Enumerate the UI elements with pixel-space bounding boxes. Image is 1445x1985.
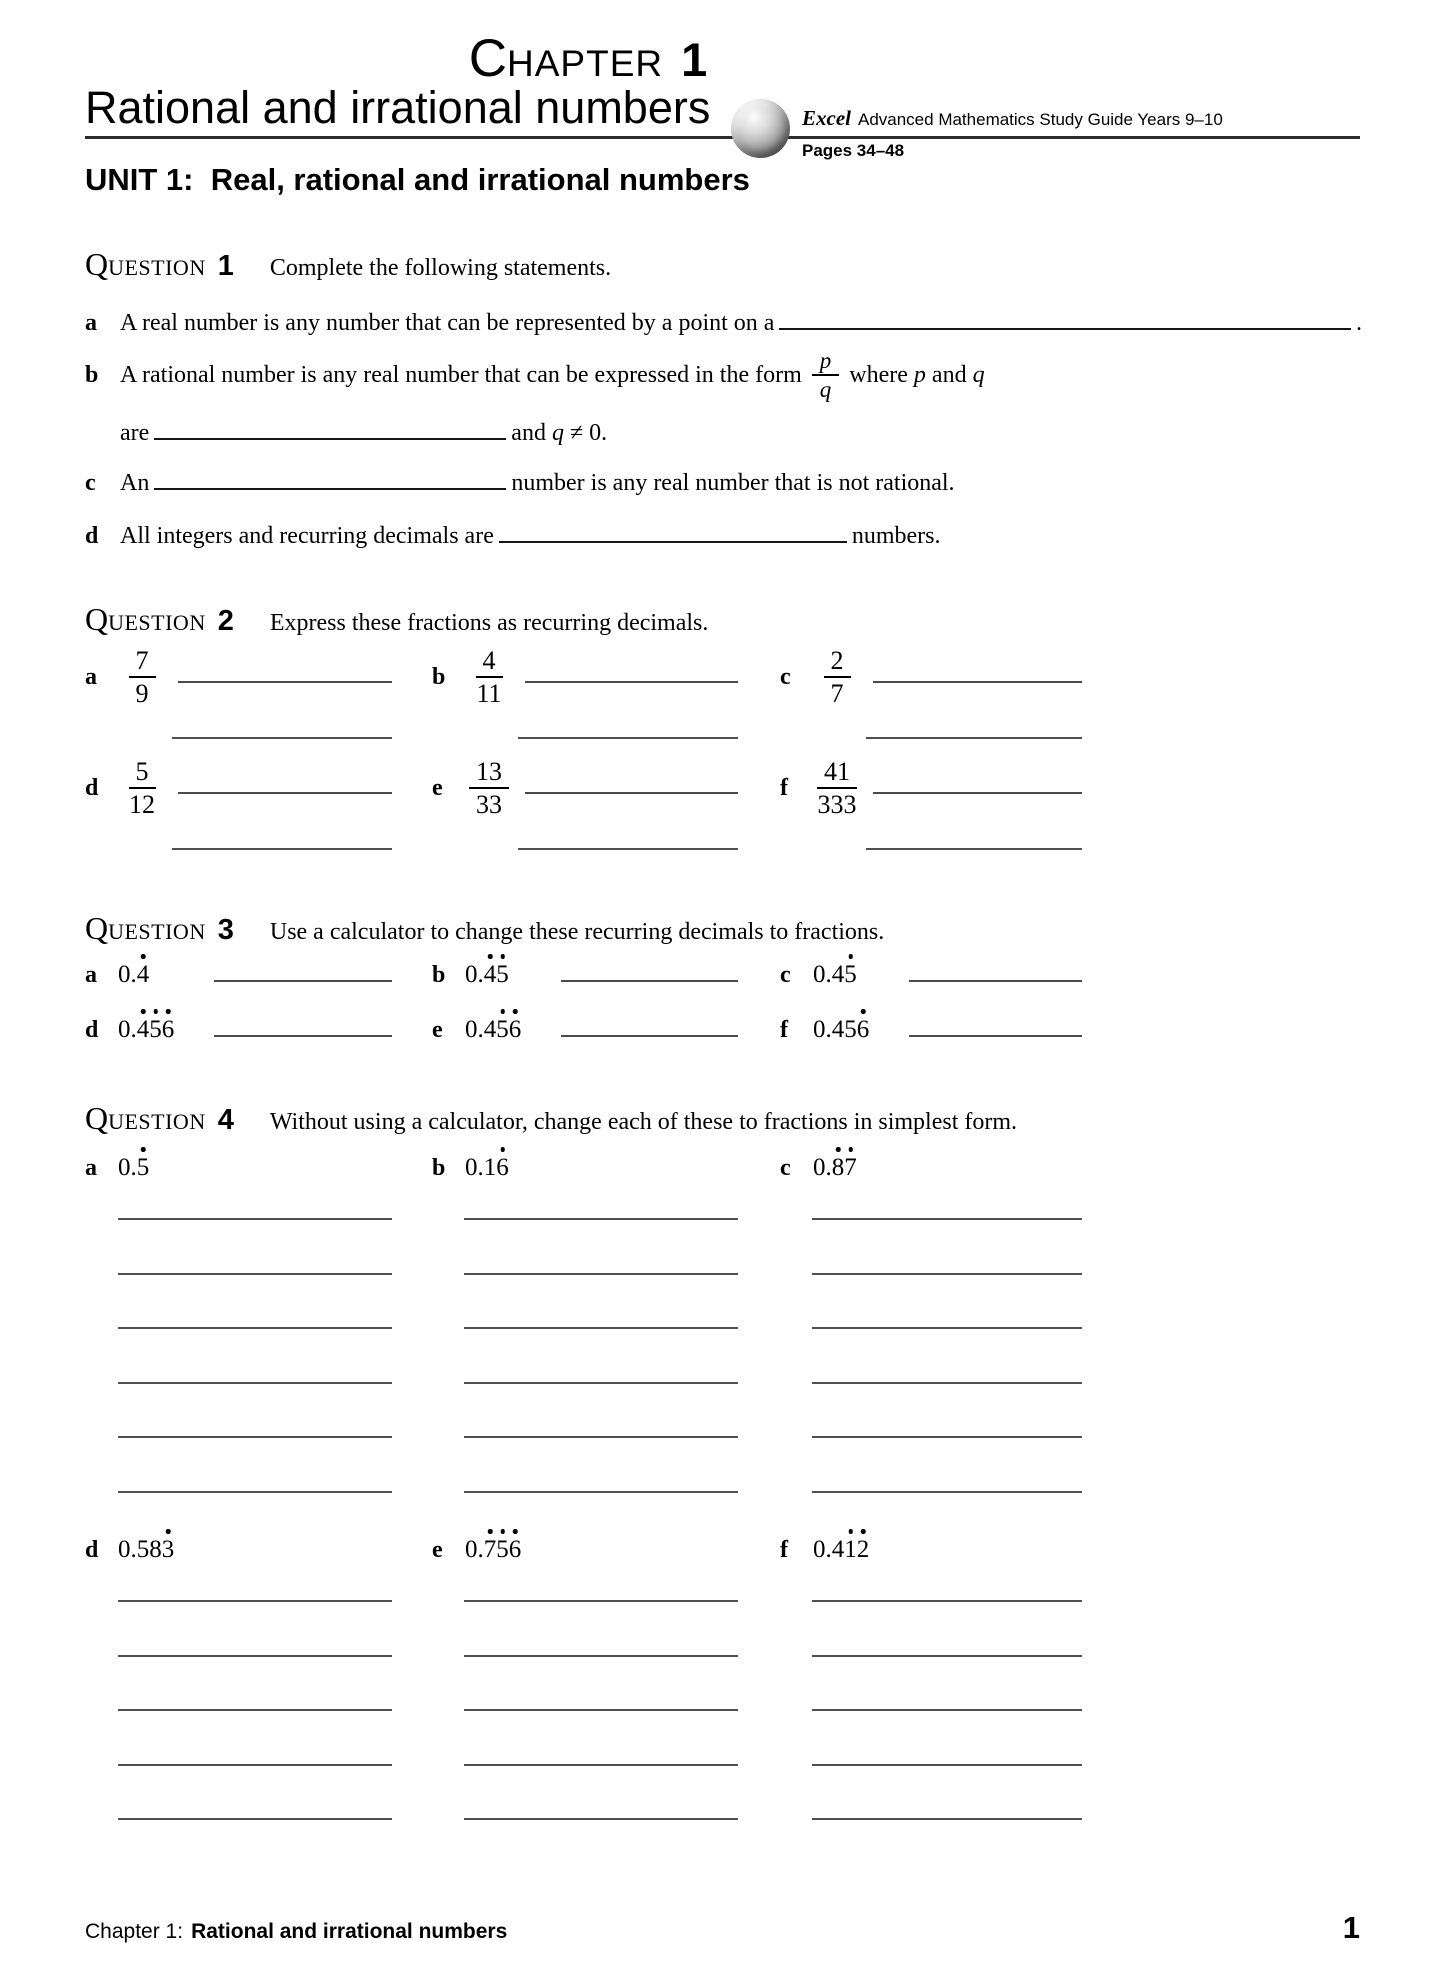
digit: 0 [118,961,131,988]
question-number: 4 [217,1104,234,1136]
digit-with-recurring-dot: 5 [496,961,509,988]
question-label-rest: UESTION [108,610,206,635]
recurring-decimal-value [465,1016,551,1044]
digit: . [130,1154,137,1181]
q4-cell [432,1148,738,1182]
fraction-numerator: 2 [824,647,851,678]
q4-heading [85,1100,1017,1137]
item-text: where [849,362,914,389]
unit-heading: UNIT 1: Real, rational and irrational numbers [85,162,750,197]
recurring-decimal-value [465,961,551,989]
digit: . [825,1154,832,1181]
work-line [812,1382,1082,1384]
item-label: c [780,962,791,988]
question-number: 3 [217,914,234,946]
recurring-decimal-value [465,1536,551,1564]
item-text: numbers. [851,523,941,549]
digit: 8 [149,1536,162,1563]
recurring-decimal-value [813,961,899,989]
excel-logo-sphere-icon [731,99,790,158]
question-prompt: Complete the following statements. [269,255,612,281]
item-label: b [85,362,99,389]
item-label: a [85,962,97,988]
item-label: a [85,310,97,336]
footer-chapter-title: Rational and irrational numbers [191,1920,508,1943]
work-line [464,1436,738,1438]
recurring-decimal-value [813,1536,899,1564]
question-label-initial: Q [85,1100,109,1136]
work-line [118,1218,392,1220]
q4-cell [432,1530,738,1564]
answer-line [561,980,738,982]
digit-with-recurring-dot: 4 [136,961,150,988]
q4-cell [85,1148,392,1182]
q1-item [85,516,1362,552]
q3-cell [85,1010,392,1044]
footer-chapter [85,1920,507,1944]
digit-with-recurring-dot: 5 [136,1154,150,1181]
question-label-rest: UESTION [108,1109,206,1134]
fraction-denominator: q [819,377,832,403]
digit: . [477,1016,484,1043]
answer-line [561,1035,738,1037]
fraction-denominator: 12 [129,790,155,819]
footer [85,1910,1360,1946]
digit: 4 [483,1016,497,1043]
answer-blank [154,463,506,490]
recurring-decimal-value [118,961,204,989]
work-line [464,1382,738,1384]
digit: 4 [831,961,845,988]
answer-blank [154,413,506,440]
digit: 0 [465,1154,478,1181]
digit: 0 [813,961,826,988]
digit: 4 [831,1016,845,1043]
q3-cell [432,1010,738,1044]
digit-with-recurring-dot: 1 [844,1536,857,1563]
answer-line [525,792,738,794]
item-label: a [85,663,97,690]
fraction-numerator: 13 [469,758,509,789]
work-line [118,1655,392,1657]
question-prompt: Without using a calculator, change each of these to fractions in simplest form. [269,1109,1018,1135]
fraction [465,758,513,819]
work-line [464,1764,738,1766]
fraction-numerator: 4 [476,647,503,678]
item-text: number is any real number that is not rational. [511,470,955,496]
item-text: and [925,362,973,389]
q3-heading [85,910,884,947]
q1-item [85,413,1362,449]
answer-blank [499,516,847,543]
q3-cell [780,955,1082,989]
work-line [118,1436,392,1438]
page-title: Rational and irrational numbers [85,82,711,133]
item-label: d [85,1017,99,1043]
item-label: c [780,663,791,690]
item-label: c [780,1155,791,1181]
work-line [118,1709,392,1711]
digit: . [130,1536,137,1563]
fraction [465,647,513,708]
question-label-initial: Q [85,910,109,946]
digit: 0 [813,1536,826,1563]
header-rule [85,136,1360,139]
fraction [813,758,861,819]
item-label: f [780,1017,788,1043]
work-line [172,848,392,850]
q1-item [85,463,1362,499]
q3-row [85,1010,1362,1044]
fraction-numerator: 5 [129,758,156,789]
fraction-numerator: 41 [817,758,857,789]
chapter-heading [0,28,1176,89]
q1-heading [85,246,611,283]
digit-with-recurring-dot: 4 [136,1016,150,1043]
item-text: A rational number is any real number that can be expressed in the form [120,362,802,389]
digit: 0 [118,1016,131,1043]
fraction [812,348,840,403]
fraction-numerator: 7 [129,647,156,678]
brand-pages: Pages 34–48 [802,141,905,160]
digit-with-recurring-dot: 8 [831,1154,845,1181]
digit-with-recurring-dot: 7 [483,1536,497,1563]
item-label: e [432,774,443,801]
work-line [464,1818,738,1820]
fraction [118,758,166,819]
answer-line [525,681,738,683]
q1-item [85,303,1362,339]
work-line [118,1600,392,1602]
q2-cell [432,641,738,713]
digit: . [477,1536,484,1563]
question-label-initial: Q [85,601,109,637]
q2-cell [432,752,738,824]
digit-with-recurring-dot: 2 [856,1536,870,1563]
item-text: q [972,362,985,389]
item-label: d [85,774,99,801]
q2-row [85,752,1362,824]
recurring-decimal-value [118,1536,204,1564]
question-label [85,601,206,638]
item-label: f [780,1537,788,1563]
work-line [812,1709,1082,1711]
work-line [464,1273,738,1275]
answer-blank [779,303,1351,330]
question-number: 2 [217,605,234,637]
q4-cell [85,1530,392,1564]
item-label: a [85,1155,97,1181]
question-label-rest: UESTION [108,255,206,280]
brand-line [802,106,1223,131]
question-prompt: Use a calculator to change these recurring decimals to fractions. [269,919,885,945]
work-line [464,1600,738,1602]
digit: . [825,1016,832,1043]
work-line [464,1327,738,1329]
work-line [812,1491,1082,1493]
digit: 0 [465,1016,478,1043]
item-text: p [913,362,926,389]
item-label: d [85,1537,99,1563]
work-line [118,1491,392,1493]
brand-series: Advanced Mathematics Study Guide Years 9–10 [857,110,1223,129]
work-line [464,1491,738,1493]
digit: 5 [136,1536,150,1563]
q4-row [85,1530,1362,1564]
item-text: ≠ 0. [563,420,608,446]
digit-with-recurring-dot: 5 [844,961,857,988]
recurring-decimal-value [813,1016,899,1044]
digit-with-recurring-dot: 6 [856,1016,870,1043]
item-label: f [780,774,788,801]
work-line [118,1273,392,1275]
work-line [464,1218,738,1220]
digit-with-recurring-dot: 5 [496,1536,509,1563]
q3-cell [85,955,392,989]
answer-line [178,792,392,794]
item-label: e [432,1537,443,1563]
fraction-denominator: 11 [476,679,502,708]
work-line [812,1218,1082,1220]
work-line [464,1709,738,1711]
page-number: 1 [1342,1910,1360,1945]
question-prompt: Express these fractions as recurring decimals. [269,610,709,636]
q4-cell [780,1530,1082,1564]
fraction-numerator: p [812,348,840,376]
chapter-word-rest: HAPTER [507,43,664,84]
chapter-number: 1 [681,33,708,86]
digit-with-recurring-dot: 5 [149,1016,162,1043]
digit-with-recurring-dot: 6 [161,1016,175,1043]
q3-cell [780,1010,1082,1044]
work-line [812,1655,1082,1657]
q2-row [85,641,1362,713]
digit: . [130,961,137,988]
question-number: 1 [217,250,234,282]
q3-cell [432,955,738,989]
digit: . [825,961,832,988]
answer-line [214,1035,392,1037]
answer-line [214,980,392,982]
item-label: e [432,1017,443,1043]
item-text: q [551,420,564,446]
recurring-decimal-value [118,1016,204,1044]
work-line [812,1600,1082,1602]
q2-cell [85,641,392,713]
digit: 4 [831,1536,845,1563]
work-line [118,1327,392,1329]
fraction [118,647,166,708]
digit: 0 [118,1536,131,1563]
q2-heading [85,601,708,638]
work-line [812,1436,1082,1438]
digit-with-recurring-dot: 4 [483,961,497,988]
digit: 5 [844,1016,857,1043]
item-label: b [432,962,446,988]
digit: . [825,1536,832,1563]
item-label: b [432,663,446,690]
footer-chapter-prefix: Chapter 1: [85,1920,184,1943]
q4-cell [780,1148,1082,1182]
brand-name: Excel [802,106,851,130]
work-line [118,1818,392,1820]
work-line [866,737,1082,739]
digit: 0 [465,961,478,988]
work-line [812,1327,1082,1329]
q4-row [85,1148,1362,1182]
question-label [85,1100,206,1137]
item-text: A real number is any number that can be represented by a point on a [120,310,775,336]
work-line [172,737,392,739]
digit: 0 [118,1154,131,1181]
question-label-rest: UESTION [108,919,206,944]
q2-cell [780,641,1082,713]
work-line [812,1273,1082,1275]
digit: 0 [813,1154,826,1181]
recurring-decimal-value [465,1154,551,1182]
item-label: d [85,523,99,549]
item-label: c [85,470,96,496]
work-line [518,848,738,850]
chapter-word-initial: C [468,29,508,88]
digit: . [477,961,484,988]
digit: . [477,1154,484,1181]
fraction [813,647,861,708]
item-text: All integers and recurring decimals are [120,523,494,549]
digit: 0 [813,1016,826,1043]
item-text: and [511,420,552,446]
question-label [85,246,206,283]
item-text: An [120,470,150,496]
q2-cell [85,752,392,824]
work-line [518,737,738,739]
item-text: are [120,420,150,446]
recurring-decimal-value [813,1154,899,1182]
work-line [866,848,1082,850]
digit-with-recurring-dot: 7 [844,1154,857,1181]
work-line [812,1818,1082,1820]
work-line [118,1764,392,1766]
q3-row [85,955,1362,989]
digit-with-recurring-dot: 5 [496,1016,509,1043]
digit: . [130,1016,137,1043]
question-label [85,910,206,947]
item-label: b [432,1155,446,1181]
recurring-decimal-value [118,1154,204,1182]
digit-with-recurring-dot: 6 [508,1016,522,1043]
fraction-denominator: 333 [817,790,857,819]
digit-with-recurring-dot: 6 [496,1154,509,1181]
digit-with-recurring-dot: 3 [161,1536,175,1563]
digit: 0 [465,1536,478,1563]
work-line [118,1382,392,1384]
answer-line [909,980,1082,982]
answer-line [909,1035,1082,1037]
answer-line [178,681,392,683]
q1-item [85,348,1362,403]
answer-line [873,792,1082,794]
item-text: . [1356,310,1362,336]
answer-line [873,681,1082,683]
question-label-initial: Q [85,246,109,282]
work-line [464,1655,738,1657]
q2-cell [780,752,1082,824]
digit: 1 [483,1154,497,1181]
fraction-denominator: 7 [830,679,844,708]
fraction-denominator: 9 [135,679,149,708]
digit-with-recurring-dot: 6 [508,1536,522,1563]
work-line [812,1764,1082,1766]
fraction-denominator: 33 [476,790,502,819]
